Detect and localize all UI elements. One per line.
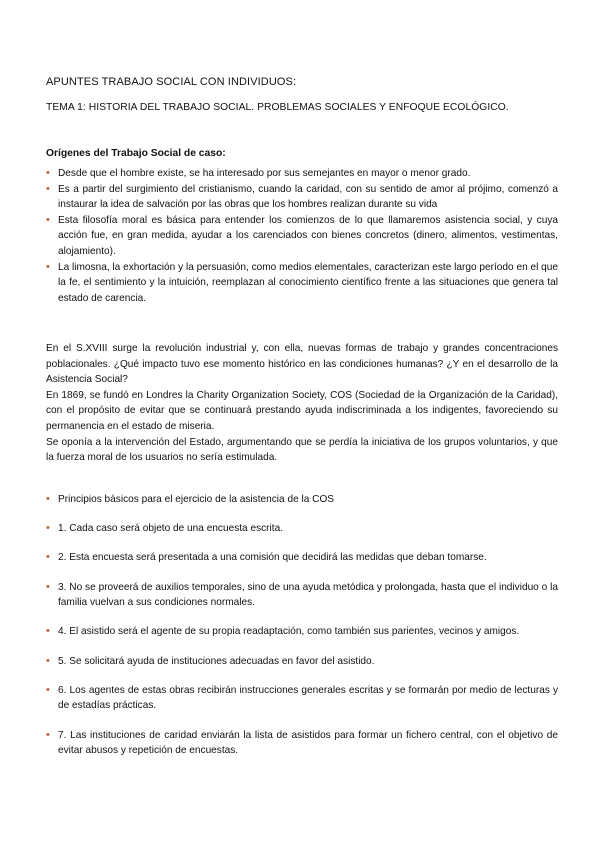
history-paragraphs: [46, 341, 558, 466]
list-item: • 1. Cada caso será objeto de una encuesta escrita.: [46, 521, 558, 537]
paragraph: En el S.XVIII surge la revolución industrial y, con ella, nuevas formas de trabajo y grandes concentraciones poblacionales. ¿Qué impacto tuvo ese momento histórico en las condiciones humanas? ¿Y en el desarrollo de la Asistencia Social?: [46, 343, 558, 386]
section-heading: Orígenes del Trabajo Social de caso:: [46, 148, 226, 159]
document-subtitle: TEMA 1: HISTORIA DEL TRABAJO SOCIAL. PROBLEMAS SOCIALES Y ENFOQUE ECOLÓGICO.: [46, 102, 509, 113]
list-item: • Desde que el hombre existe, se ha interesado por sus semejantes en mayor o menor grado.: [46, 166, 558, 182]
list-item: • 4. El asistido será el agente de su propia readaptación, como también sus parientes, vecinos y amigos.: [46, 624, 558, 640]
paragraph: En 1869, se fundó en Londres la Charity Organization Society, COS (Sociedad de la Organización de la Caridad), con el propósito de evitar que se continuará prestando ayuda indiscriminada a los indigentes, favoreciendo su permanencia en el estado de miseria.: [46, 389, 558, 432]
list-item: • Principios básicos para el ejercicio de la asistencia de la COS: [46, 492, 558, 508]
list-item: • Es a partir del surgimiento del cristianismo, cuando la caridad, con su sentido de amor al prójimo, comenzó a instaurar la idea de salvación por las obras que los hombres realizan durante su vida: [46, 182, 558, 213]
list-item: • 6. Los agentes de estas obras recibirán instrucciones generales escritas y se formarán por medio de lecturas y de estadías prácticas.: [46, 683, 558, 714]
document-title: APUNTES TRABAJO SOCIAL CON INDIVIDUOS:: [46, 76, 297, 88]
list-item: • 2. Esta encuesta será presentada a una comisión que decidirá las medidas que deban tomarse.: [46, 550, 558, 566]
list-item: • La limosna, la exhortación y la persuasión, como medios elementales, caracterizan este largo período en el que la fe, el sentimiento y la intuición, reemplazan al conocimiento científico frente a las situaciones que genera tal estado de carencia.: [46, 260, 558, 307]
list-item: • Esta filosofía moral es básica para entender los comienzos de lo que llamaremos asistencia social, y cuya acción fue, en gran medida, ayudar a los carenciados con bienes concretos (dinero, alimentos, vestimentas, alojamiento).: [46, 213, 558, 260]
origins-bullet-list: [46, 166, 558, 306]
paragraph: Se oponía a la intervención del Estado, argumentando que se perdía la iniciativa de los grupos voluntarios, y que la fuerza moral de los usuarios no sería estimulada.: [46, 436, 558, 464]
list-item: • 5. Se solicitará ayuda de instituciones adecuadas en favor del asistido.: [46, 654, 558, 670]
principles-list: [46, 492, 558, 772]
list-item: • 7. Las instituciones de caridad enviarán la lista de asistidos para formar un fichero central, con el objetivo de evitar abusos y repetición de encuestas.: [46, 728, 558, 759]
list-item: • 3. No se proveerá de auxilios temporales, sino de una ayuda metódica y prolongada, hasta que el individuo o la familia vuelvan a sus condiciones normales.: [46, 580, 558, 611]
